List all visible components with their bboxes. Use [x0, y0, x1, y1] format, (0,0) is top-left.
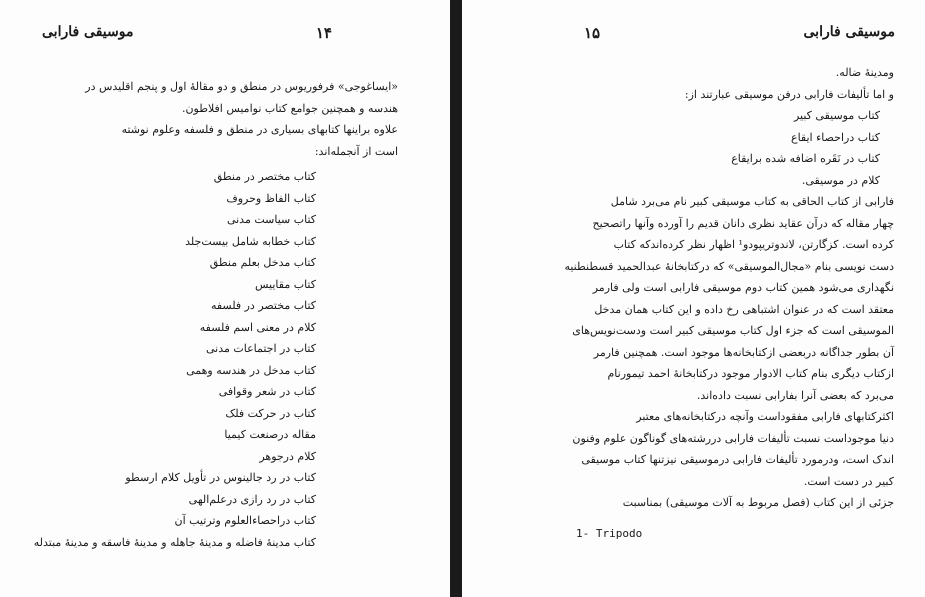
text-line: فارابی از کتاب الحاقی به کتاب موسیقی کبیر نام می‌برد شامل: [610, 195, 894, 208]
list-item: کتاب خطابه شامل بیست‌جلد: [185, 234, 316, 248]
list-item: کتاب مدینهٔ فاضله و مدینهٔ جاهله و مدینهٔ فاسقه و مدینهٔ مبتدله: [33, 535, 316, 549]
text-line: ازکتاب دیگری بنام کتاب الادوار موجود درکتابخانهٔ احمد تیمورنام: [607, 367, 894, 380]
text-line: چهار مقاله که درآن عقاید نظری دانان قدیم را آورده وآنها راتصحیح: [592, 216, 894, 230]
list-item: کلام در معنی اسم فلسفه: [199, 320, 316, 334]
text-line: اندک است، ودرمورد تألیفات فارابی درموسیقی نیزتنها کتاب موسیقی: [581, 453, 894, 466]
page-number: ۱۴: [315, 24, 332, 42]
list-item: کتاب در رد جالینوس در تأویل کلام ارسطو: [125, 471, 316, 484]
right-body-text: [554, 62, 894, 514]
text-line: معتقد است که در عنوان اشتباهی رخ داده و این کتاب همان مدخل‌: [594, 302, 894, 316]
list-item: کتاب در نَقَره اضافه شده برایقاع: [731, 152, 880, 165]
list-item: کتاب مختصر در فلسفه: [210, 299, 316, 312]
list-item: کتاب مدخل بعلم منطق: [209, 256, 316, 269]
list-item: کلام در موسیقی.: [801, 173, 880, 187]
text-line: می‌برد که بعضی آنرا بفارابی نسبت داده‌اند.: [696, 388, 894, 402]
text-line: کبیر در دست است.: [803, 474, 894, 488]
list-item: کتاب دراحصاءالعلوم وترتیب آن: [174, 514, 316, 527]
list-item: کتاب در اجتماعات مدنی: [205, 342, 316, 355]
text-line: علاوه براینها کتابهای بسیاری در منطق و فلسفه وعلوم نوشته: [121, 123, 398, 136]
text-line: است از آنجمله‌اند:: [314, 144, 398, 158]
list-item: کتاب در رد رازی درعلم‌الهی: [188, 492, 316, 506]
left-page: [0, 0, 450, 597]
list-item: کتاب در شعر وقوافی: [218, 385, 316, 398]
text-line: دست نویسی بنام «مجال‌الموسیقی» که درکتابخانهٔ عبدالحمید قسطنطنیه: [564, 259, 894, 273]
page-number: ۱۵: [584, 24, 601, 42]
running-title: موسیقی فارابی: [803, 24, 895, 40]
list-item: کتاب دراحصاء ایقاع: [791, 130, 880, 144]
book-list: [33, 166, 316, 553]
left-paragraph: [28, 76, 398, 162]
book-spine: [450, 0, 462, 597]
text-line: الموسیقی است که جزء اول کتاب موسیقی کبیر است ودست‌نویس‌های: [572, 324, 894, 337]
text-line: کرده است. کزگارتن، لاندوتریپودو¹ اظهار نظر کرده‌اندکه کتاب: [613, 238, 894, 251]
text-line: «ایساغوجی» فرفوریوس در منطق و دو مقالهٔ اول و پنجم اقلیدس در: [85, 80, 398, 93]
list-item: مقاله درصنعت کیمیا: [224, 428, 316, 441]
text-line: جزئی از این کتاب (فصل مربوط به آلات موسیقی) بمناسبت: [622, 496, 894, 509]
text-line: اکثرکتابهای فارابی مفقوداست وآنچه درکتابخانه‌های معتبر: [636, 410, 894, 423]
text-line: نگهداری می‌شود همین کتاب دوم موسیقی فارابی است ولی فارمر: [592, 281, 894, 294]
list-item: کتاب مدخل در هندسه وهمی: [186, 363, 316, 377]
text-line: و اما تألیفات فارابی درفن موسیقی عبارتند از:: [684, 87, 894, 101]
text-line: ومدینهٔ ضاله.: [835, 66, 894, 79]
list-item: کلام درجوهر: [259, 449, 316, 463]
list-item: کتاب مقاییس: [255, 277, 316, 291]
text-line: آن بطور جداگانه دربعضی ازکتابخانه‌ها موجود است. همچنین فارمر: [593, 345, 894, 359]
text-line: هندسه و همچنین جوامع کتاب نوامیس افلاطون.: [181, 101, 398, 115]
right-page-header: [584, 24, 895, 50]
list-item: کتاب موسیقی کبیر: [793, 109, 880, 122]
list-item: کتاب سیاست مدنی: [226, 213, 316, 226]
left-page-header: [42, 24, 332, 50]
footnote: 1- Tripodo: [576, 527, 643, 540]
list-item: کتاب مختصر در منطق: [213, 170, 316, 183]
list-item: کتاب در حرکت فلک: [225, 406, 316, 420]
list-item: کتاب الفاظ وحروف: [226, 191, 316, 205]
text-line: دنیا موجوداست نسبت تألیفات فارابی دررشته‌های گوناگون علوم وفنون: [572, 431, 894, 445]
running-title: موسیقی فارابی: [42, 24, 134, 40]
